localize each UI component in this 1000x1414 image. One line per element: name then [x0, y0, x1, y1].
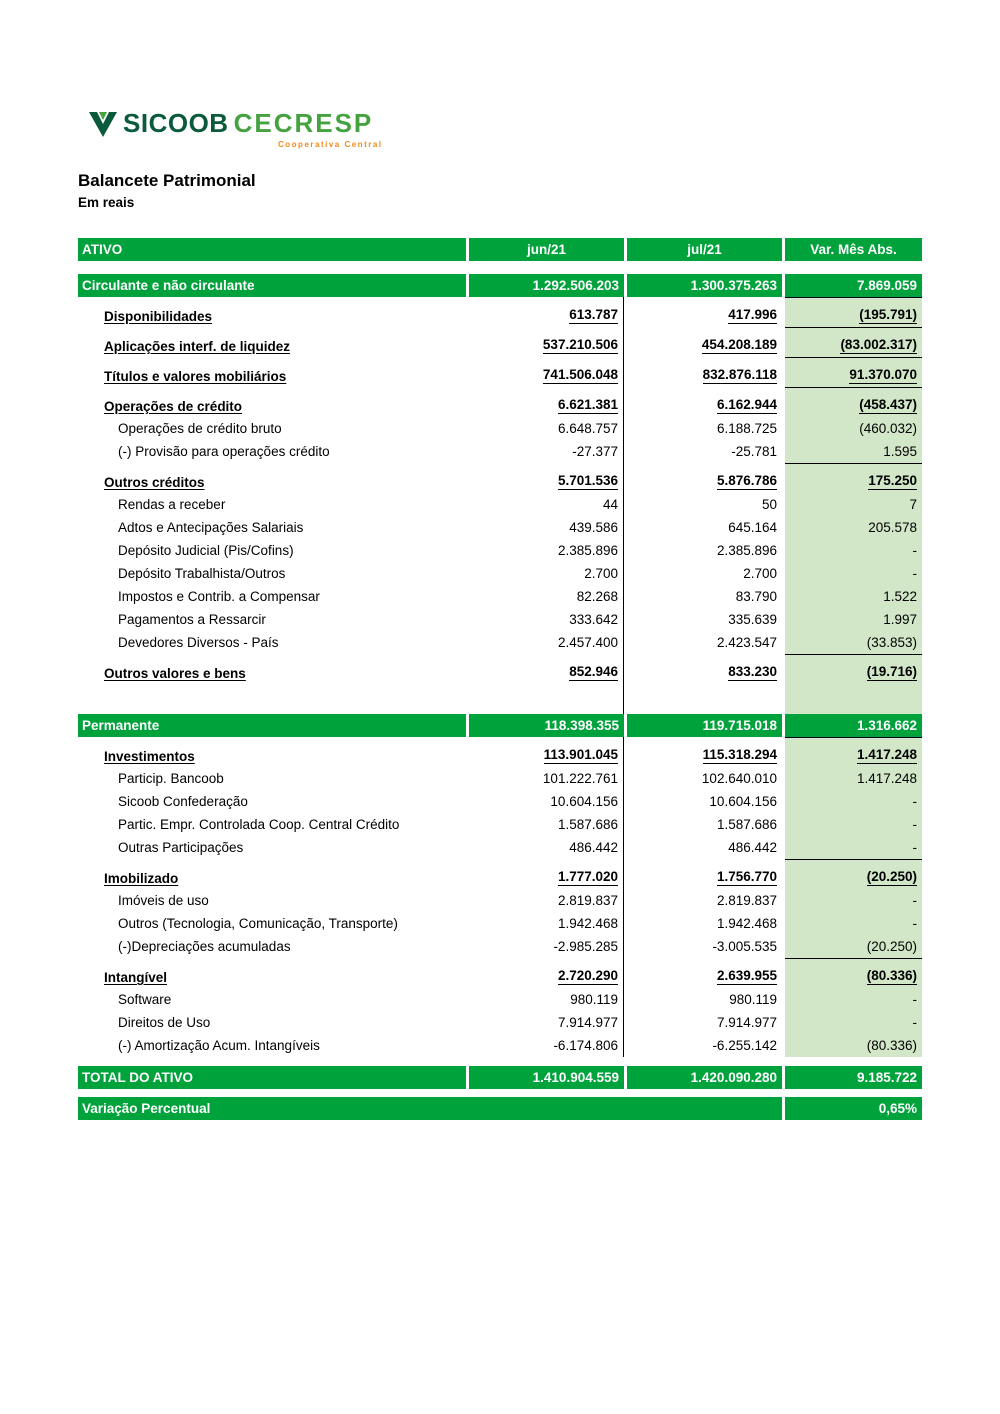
- row-var-value: (83.002.317): [785, 327, 922, 357]
- row-jun-value: 439.586: [469, 516, 624, 539]
- row-jun-value: 44: [469, 493, 624, 516]
- row-var-value: 0,65%: [785, 1097, 922, 1120]
- row-label: Sicoob Confederação: [118, 794, 248, 809]
- table-row-detail: [78, 1011, 922, 1034]
- row-var-value: -: [785, 1011, 922, 1034]
- table-row-detail: [78, 631, 922, 654]
- table-row-detail: [78, 836, 922, 859]
- row-jul-value: 1.420.090.280: [627, 1066, 782, 1089]
- row-jun-value: -2.985.285: [469, 935, 624, 958]
- sicoob-logo-icon: [88, 111, 118, 137]
- row-var-value: 1.417.248: [785, 767, 922, 790]
- table-row-subtotal: [78, 654, 922, 684]
- table-row-section: [78, 714, 922, 737]
- row-var-value: (80.336): [785, 958, 922, 988]
- row-jul-value: 2.639.955: [716, 968, 777, 983]
- row-jun-value: 1.292.506.203: [469, 274, 624, 297]
- row-var-value: (460.032): [785, 417, 922, 440]
- row-jul-value: 10.604.156: [709, 794, 777, 809]
- row-jul-value: 83.790: [735, 589, 777, 604]
- row-var-value: 205.578: [785, 516, 922, 539]
- row-var-value: 1.316.662: [785, 714, 922, 737]
- table-row-subtotal: [78, 463, 922, 493]
- row-jul-value: 454.208.189: [701, 337, 777, 352]
- row-label: [78, 684, 466, 714]
- row-label: Títulos e valores mobiliários: [104, 369, 287, 384]
- row-jul-value: 2.423.547: [716, 635, 777, 650]
- row-var-value: (19.716): [785, 654, 922, 684]
- row-jul-value: 2.385.896: [716, 543, 777, 558]
- row-label: (-)Depreciações acumuladas: [118, 939, 291, 954]
- row-jun-value: 1.942.468: [469, 912, 624, 935]
- balance-sheet-table: [78, 238, 922, 1120]
- row-jun-value: 2.457.400: [469, 631, 624, 654]
- table-row-subtotal: [78, 958, 922, 988]
- row-label: Adtos e Antecipações Salariais: [118, 520, 304, 535]
- row-jul-value: -25.781: [731, 444, 777, 459]
- table-row-blank: [78, 684, 922, 714]
- row-label: Direitos de Uso: [118, 1015, 211, 1030]
- row-jul-value: 2.700: [743, 566, 777, 581]
- row-jun-value: 1.777.020: [469, 859, 624, 889]
- row-var-value: 1.522: [785, 585, 922, 608]
- table-row-detail: [78, 988, 922, 1011]
- row-jul-value: 115.318.294: [702, 747, 777, 762]
- row-var-value: 7: [785, 493, 922, 516]
- row-jun-value: 7.914.977: [469, 1011, 624, 1034]
- row-label: Disponibilidades: [104, 309, 213, 324]
- row-var-value: 91.370.070: [785, 357, 922, 387]
- table-row-detail: [78, 417, 922, 440]
- table-row-detail: [78, 539, 922, 562]
- row-jun-value: 613.787: [469, 297, 624, 327]
- table-row-subtotal: [78, 297, 922, 327]
- table-row-total: [78, 1066, 922, 1089]
- page-title: Balancete Patrimonial: [78, 171, 256, 190]
- table-row-detail: [78, 767, 922, 790]
- table-row-detail: [78, 790, 922, 813]
- table-row-detail: [78, 889, 922, 912]
- row-jul-value: 980.119: [729, 992, 777, 1007]
- row-jul-value: 102.640.010: [701, 771, 777, 786]
- row-jun-value: 101.222.761: [469, 767, 624, 790]
- row-jul-value: 7.914.977: [716, 1015, 777, 1030]
- row-jun-value: [469, 684, 624, 714]
- row-jul-value: 1.756.770: [716, 869, 777, 884]
- page-subtitle: Em reais: [78, 195, 135, 210]
- logo-row: [88, 108, 922, 139]
- row-var-value: (195.791): [785, 297, 922, 327]
- logo-tagline: Cooperativa Central: [278, 140, 383, 149]
- table-row-detail: [78, 493, 922, 516]
- row-label: (-) Amortização Acum. Intangíveis: [118, 1038, 320, 1053]
- row-jul-value: 833.230: [728, 664, 777, 679]
- table-row-percent: [78, 1097, 922, 1120]
- row-jul-value: 6.162.944: [716, 397, 777, 412]
- row-jul-value: 486.442: [728, 840, 777, 855]
- logo: [88, 108, 922, 149]
- row-label: Outros valores e bens: [104, 666, 246, 681]
- row-jun-value: 537.210.506: [469, 327, 624, 357]
- table-row-detail: [78, 562, 922, 585]
- column-header-ativo: ATIVO: [78, 238, 466, 261]
- row-jul-value: 1.300.375.263: [627, 274, 782, 297]
- row-label: Intangível: [104, 970, 168, 985]
- table-row-subtotal: [78, 327, 922, 357]
- row-jul-value: 2.819.837: [716, 893, 777, 908]
- row-var-value: -: [785, 539, 922, 562]
- row-jun-value: 980.119: [469, 988, 624, 1011]
- row-jul-value: 1.587.686: [716, 817, 777, 832]
- row-jun-value: 6.648.757: [469, 417, 624, 440]
- row-var-value: 1.417.248: [785, 737, 922, 767]
- table-row-detail: [78, 585, 922, 608]
- row-var-value: 1.997: [785, 608, 922, 631]
- row-var-value: 1.595: [785, 440, 922, 463]
- row-var-value: (20.250): [785, 935, 922, 958]
- row-jul-value: -6.255.142: [712, 1038, 777, 1053]
- row-label: TOTAL DO ATIVO: [78, 1066, 466, 1089]
- row-jun-value: 113.901.045: [469, 737, 624, 767]
- row-jun-value: -27.377: [469, 440, 624, 463]
- row-label: Imóveis de uso: [118, 893, 209, 908]
- column-header-jul21: jul/21: [627, 238, 782, 261]
- row-jul-value: 645.164: [728, 520, 777, 535]
- table-row-detail: [78, 516, 922, 539]
- row-jun-value: 6.621.381: [469, 387, 624, 417]
- row-jun-value: -6.174.806: [469, 1034, 624, 1057]
- row-jun-value: 333.642: [469, 608, 624, 631]
- table-row-detail: [78, 608, 922, 631]
- row-label: Devedores Diversos - País: [118, 635, 279, 650]
- row-label: Partic. Empr. Controlada Coop. Central Crédito: [118, 817, 400, 832]
- row-var-value: -: [785, 813, 922, 836]
- row-var-value: [785, 684, 922, 714]
- table-row-section: [78, 274, 922, 297]
- row-var-value: -: [785, 889, 922, 912]
- row-var-value: (80.336): [785, 1034, 922, 1057]
- row-jun-value: 852.946: [469, 654, 624, 684]
- logo-text-cecresp: CECRESP: [233, 108, 374, 138]
- column-header-var-mes-abs: Var. Mês Abs.: [785, 238, 922, 261]
- row-var-value: 9.185.722: [785, 1066, 922, 1089]
- row-jun-value: 1.587.686: [469, 813, 624, 836]
- row-var-value: -: [785, 790, 922, 813]
- row-var-value: (33.853): [785, 631, 922, 654]
- row-label: Operações de crédito bruto: [118, 421, 282, 436]
- row-label: Outros créditos: [104, 475, 205, 490]
- table-row-subtotal: [78, 859, 922, 889]
- row-label: Imobilizado: [104, 871, 179, 886]
- row-jun-value: 118.398.355: [469, 714, 624, 737]
- row-label: Circulante e não circulante: [78, 274, 466, 297]
- row-label: Depósito Judicial (Pis/Cofins): [118, 543, 294, 558]
- row-jun-value: 82.268: [469, 585, 624, 608]
- row-label: Operações de crédito: [104, 399, 243, 414]
- row-jun-value: 2.720.290: [469, 958, 624, 988]
- table-row-detail: [78, 1034, 922, 1057]
- row-jun-value: 2.700: [469, 562, 624, 585]
- row-jul-value: 50: [761, 497, 777, 512]
- row-var-value: -: [785, 836, 922, 859]
- row-jun-value: 10.604.156: [469, 790, 624, 813]
- logo-text-sicoob: SICOOB: [123, 108, 229, 138]
- table-body: [78, 274, 922, 1120]
- row-label: Depósito Trabalhista/Outros: [118, 566, 286, 581]
- row-var-value: (458.437): [785, 387, 922, 417]
- row-label: Aplicações interf. de liquidez: [104, 339, 291, 354]
- row-label: Variação Percentual: [78, 1097, 782, 1120]
- row-var-value: 175.250: [785, 463, 922, 493]
- row-jul-value: 335.639: [728, 612, 777, 627]
- table-row-subtotal: [78, 387, 922, 417]
- row-label: Impostos e Contrib. a Compensar: [118, 589, 320, 604]
- table-row-detail: [78, 935, 922, 958]
- row-label: Outras Participações: [118, 840, 244, 855]
- row-jun-value: 486.442: [469, 836, 624, 859]
- table-row-subtotal: [78, 357, 922, 387]
- row-label: Permanente: [78, 714, 466, 737]
- row-var-value: 7.869.059: [785, 274, 922, 297]
- row-label: Particip. Bancoob: [118, 771, 224, 786]
- table-row-subtotal: [78, 737, 922, 767]
- row-label: Outros (Tecnologia, Comunicação, Transporte): [118, 916, 398, 931]
- row-jul-value: [627, 684, 782, 714]
- row-jun-value: 5.701.536: [469, 463, 624, 493]
- row-label: Software: [118, 992, 172, 1007]
- table-row-detail: [78, 813, 922, 836]
- row-var-value: -: [785, 562, 922, 585]
- row-jul-value: 5.876.786: [716, 473, 777, 488]
- row-jul-value: 6.188.725: [716, 421, 777, 436]
- row-label: (-) Provisão para operações crédito: [118, 444, 330, 459]
- table-row-detail: [78, 440, 922, 463]
- row-var-value: -: [785, 912, 922, 935]
- row-jun-value: 1.410.904.559: [469, 1066, 624, 1089]
- column-header-jun21: jun/21: [469, 238, 624, 261]
- row-jul-value: 417.996: [728, 307, 777, 322]
- row-jun-value: 2.385.896: [469, 539, 624, 562]
- row-jul-value: 119.715.018: [627, 714, 782, 737]
- row-var-value: -: [785, 988, 922, 1011]
- row-jul-value: 1.942.468: [716, 916, 777, 931]
- row-jul-value: 832.876.118: [702, 367, 777, 382]
- row-jun-value: 2.819.837: [469, 889, 624, 912]
- row-label: Investimentos: [104, 749, 195, 764]
- table-row-detail: [78, 912, 922, 935]
- table-header-row: [78, 238, 922, 261]
- row-label: Pagamentos a Ressarcir: [118, 612, 266, 627]
- row-var-value: (20.250): [785, 859, 922, 889]
- row-jun-value: 741.506.048: [469, 357, 624, 387]
- row-label: Rendas a receber: [118, 497, 226, 512]
- row-jul-value: -3.005.535: [712, 939, 777, 954]
